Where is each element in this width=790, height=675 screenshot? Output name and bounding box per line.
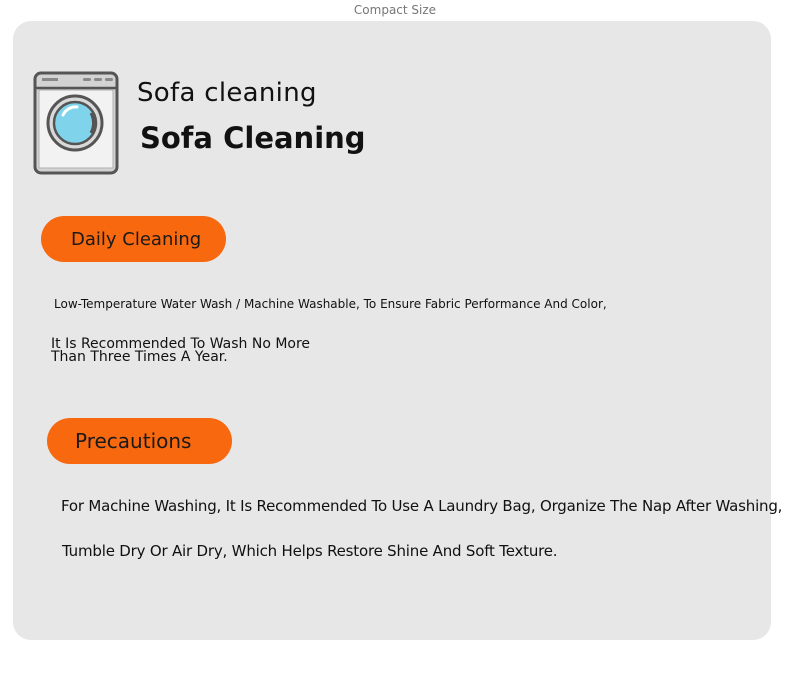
precautions-text-line-2: Tumble Dry Or Air Dry, Which Helps Restore Shine And Soft Texture. <box>62 542 558 560</box>
daily-cleaning-text-line-1: Low-Temperature Water Wash / Machine Washable, To Ensure Fabric Performance And Color, <box>54 297 607 311</box>
daily-cleaning-badge: Daily Cleaning <box>41 216 226 262</box>
page-title: Sofa Cleaning <box>140 121 366 155</box>
subtitle: Sofa cleaning <box>137 78 317 108</box>
washing-machine-icon <box>33 71 119 175</box>
precautions-text-line-1: For Machine Washing, It Is Recommended To Use A Laundry Bag, Organize The Nap After Washing, <box>61 497 783 515</box>
size-label: Compact Size <box>353 3 437 17</box>
precautions-badge: Precautions <box>47 418 232 464</box>
daily-cleaning-text-line-2: It Is Recommended To Wash No More Than Three Times A Year. <box>51 336 311 365</box>
